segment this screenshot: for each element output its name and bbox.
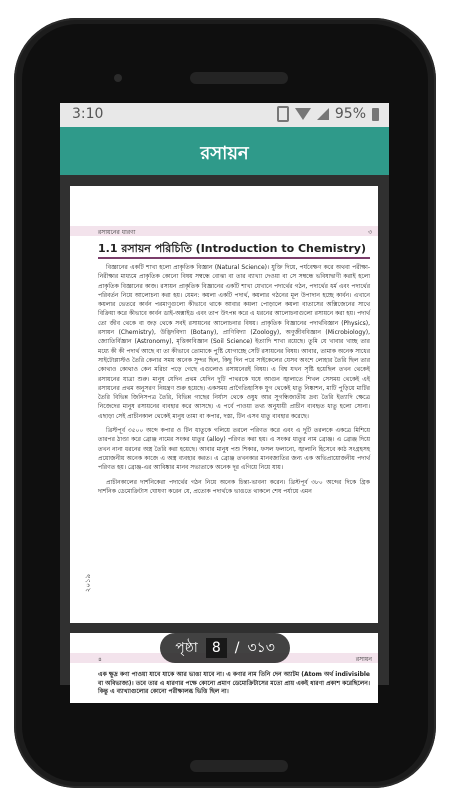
page-side-number: ২০১৯ (84, 574, 92, 593)
front-camera (114, 74, 122, 82)
page-indicator-label: পৃষ্ঠা (175, 640, 198, 656)
page-header-number: ৪ (98, 656, 102, 663)
heading-underline (98, 257, 370, 259)
vibrate-icon (277, 106, 289, 122)
page-indicator[interactable] (160, 633, 290, 663)
page-header (70, 226, 378, 236)
paragraph: বিজ্ঞানের একটি শাখা হলো প্রাকৃতিক বিজ্ঞান (Natural Science)। যুক্তি দিয়ে, পর্যবেক্ষণ করে অথবা পরীক্ষা-নিরীক্ষার মাধ্যমে প্রাকৃতিক কোনো বিষয় সম্বন্ধে বোঝা বা তার ব্যাখ্যা দেওয়া বা সে সম্বন্ধে ভবিষ্যদ্বাণী করাই হলো প্রাকৃতিক বিজ্ঞানের কাজ। রসায়ন প্রাকৃতিক বিজ্ঞানের একটি শাখা যেখানে পদার্থের গঠন, পদার্থের ধর্ম এবং পদার্থের পরিবর্তন নিয়ে আলোচনা করা হয়। যেমন: কয়লা একটি পদার্থ, কয়লার গঠনের মূল উপাদান হচ্ছে কার্বন। এখানে কয়লার ভেতরে কার্বন পরমাণুগুলো কীভাবে থাকে আবার কয়লা পোড়ালে কয়লা বাতাসের অক্সিজেনের সাথে বিক্রিয়া করে কীভাবে কার্বন ডাই-অক্সাইড এবং তাপ উৎপন্ন করে এ ধরনের আলোচনাগুলো রসায়নে করা হয়। পদার্থ তো জীব থেকে বা জড় থেকে সবই রসায়নের আলোচনার বিষয়। প্রাকৃতিক বিজ্ঞানের পদার্থবিজ্ঞান (Physics), রসায়ন (Chemistry), উদ্ভিদবিদ্যা (Botany), প্রাণিবিদ্যা (Zoology), অণুজীববিজ্ঞান (Microbiology), জ্যোতির্বিজ্ঞান (Astronomy), মৃত্তিকাবিজ্ঞান (Soil Science) ইত্যাদি শাখা রয়েছে। তুমি যে খাবার খাচ্ছ তার মধ্যে কী কী পদার্থ আছে বা তা কীভাবে তোমাকে পুষ্টি যোগাচ্ছে সেটি রসায়নের বিষয়। আবার, তামাক অনেক সাধের সাইটোপ্লাস্টও তৈরি কেনার সময় অনেক সুন্দর ছিল, কিছু দিন পরে সাইকেলের যেসব অংশে লোহার তৈরি ছিল তার কোথাও কোথাও কেন মরিচা পড়ে গেছে এগুলোও রসায়নেরই বিষয়। এ বিশ্ব যখন সৃষ্টি হয়েছিল তখন থেকেই রসায়নের যাত্রা শুরু। মানুষ যেদিন প্রথম যেদিন দুটি পাথরকে ঘষে আগুন জ্বালাতে শিখল সেসময় থেকেই এই রসায়নের প্রথম অনুসরণ নিয়ন্ত্রণ শুরু হয়েছে। একসময় প্রাগৈতিহাসিক যুগ থেকেই ধাতু নিষ্কাশন, মাটি পুড়িয়ে মাটির তৈরি বিভিন্ন জিনিসপত্র তৈরি, বিভিন্ন গাছের নির্যাস থেকে ওষুধ আর সুগন্ধিজাতীয় দ্রব্য তৈরি ইত্যাদি ক্ষেত্রে নিজেদের মানুষ রসায়নের ব্যবহার করে আসছে। এ পর্বে পাওয়া তথ্য অনুযায়ী প্রাচীন ব্যবহৃত ধাতু হলো সোনা। এছাড়া সেই প্রাচীনকাল থেকেই মানুষ তামা বা কপার, দস্তা, টিন এসব ধাতু ব্যবহার করেছে। (98, 264, 370, 420)
status-bar (60, 103, 389, 127)
page-header-section: রসায়নের ধারণা (98, 229, 136, 236)
page-body (98, 263, 370, 501)
page-header-number: ৩ (368, 229, 372, 236)
paragraph: খ্রিস্টপূর্ব ৩৫০০ অব্দে কপার ও টিন ধাতুকে গলিয়ে তরলে পরিণত করে এবং এ দুটি তরলকে একত্রে মিশিয়ে তারপর ঠাণ্ডা করে ব্রোঞ্জ নামের সংকর ধাতুর (alloy) পরিণত করা হয়। এ সংকর ধাতুর নাম ব্রোঞ্জ। এ ব্রোঞ্জ দিয়ে তখন নানা ধরনের অস্ত্র তৈরি করা হয়েছে। আবার মানুষ পশু শিকার, ফসল ফলানো, জ্বালানি হিসেবে কাঠ সংগ্রহসহ প্রয়োজনীয় অনেক কাজে এ অস্ত্র ব্যবহার করত। এ ব্রোঞ্জ তখনকার মানবজাতির জন্য এক অভিপ্রায়োজনীয় পদার্থ পরিণত হয়। ব্রোঞ্জ-এর আবিষ্কার মানব সভ্যতাকে অনেক দূর এগিয়ে নিয়ে যায়। (98, 427, 370, 472)
current-page: 8 (206, 638, 227, 658)
chapter-heading: 1.1 রসায়ন পরিচিতি (Introduction to Chemistry) (98, 242, 367, 255)
cell-signal-icon (317, 108, 329, 120)
app-bar (60, 127, 389, 175)
pdf-page[interactable] (70, 186, 378, 696)
page-body: এক ক্ষুদ্র কণা পাওয়া যাবে যাকে আর ভাঙা যাবে না। এ কণার নাম তিনি দেন অ্যাটম (Atom অর্থ indivisible বা অবিভাজ্য)। তবে তার এ ধারণার পক্ষে কোনো প্রমাণ ডেমোক্রিটাসের মতো প্রায় একই ধারণা প্রকাশ করেছিলেন। কিন্তু এ ব্যাখ্যাগুলোর কোনো পরীক্ষালব্ধ ভিত্তি ছিল না। (98, 671, 370, 695)
battery-icon (372, 108, 379, 121)
app-title: রসায়ন (200, 143, 249, 164)
bottom-speaker (190, 760, 288, 772)
page-header-section: রসায়ন (355, 656, 372, 663)
battery-percent: 95% (334, 106, 366, 122)
status-icons (277, 106, 379, 122)
total-pages: ৩১৩ (247, 640, 275, 656)
paragraph: প্রাচীনকালের দার্শনিকেরা পদার্থের গঠন নিয়ে অনেক চিন্তা-ভাবনা করেন। খ্রিস্টপূর্ব ৩৮০ অব্দের দিকে গ্রিক দার্শনিক ডেমোক্রিটাস ঘোষণা করেন যে, প্রত্যেক পদার্থকে ভাঙতে থাকলে শেষ পর্যায়ে এমন (98, 478, 370, 495)
page-gap (60, 623, 389, 633)
wifi-icon (295, 108, 311, 120)
earpiece-speaker (190, 72, 288, 84)
device-screen (60, 103, 389, 695)
page-separator: / (234, 640, 240, 656)
status-time: 3:10 (72, 106, 104, 122)
